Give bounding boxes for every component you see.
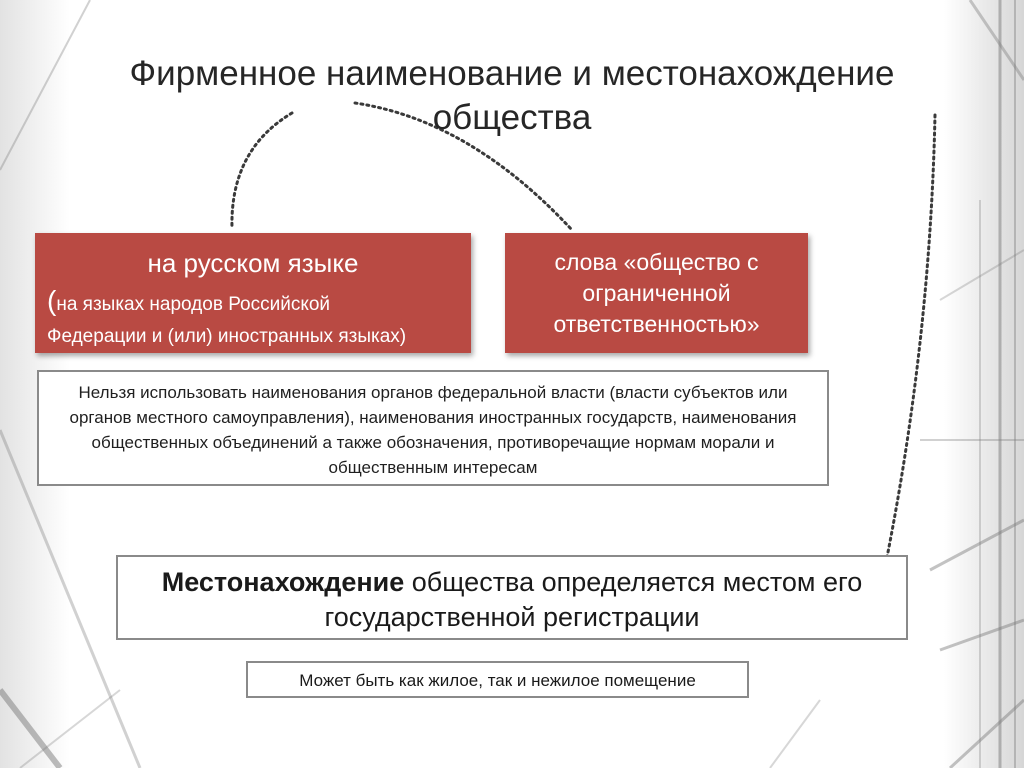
llc-words-text: слова «общество с ограниченной ответственностью» bbox=[553, 249, 760, 337]
russian-language-label: на русском языке bbox=[147, 248, 359, 278]
open-paren: ( bbox=[47, 285, 57, 316]
prohibition-box bbox=[37, 370, 829, 486]
title-line-2: общества bbox=[432, 98, 592, 137]
title-line-1: Фирменное наименование и местонахождение bbox=[129, 54, 895, 93]
slide-title bbox=[60, 52, 964, 140]
llc-words-box bbox=[505, 233, 808, 353]
other-languages-line-1: на языках народов Российской bbox=[56, 294, 331, 315]
premises-text: Может быть как жилое, так и нежилое помещение bbox=[299, 671, 696, 690]
other-languages-line-2: Федерации и (или) иностранных языках) bbox=[47, 326, 407, 347]
location-box bbox=[116, 555, 908, 640]
prohibition-text: Нельзя использовать наименования органов федеральной власти (власти субъектов или органов местного самоуправления), наименования иностранных государств, наименования общественных объединений а также обозначения, противоречащие нормам морали и общественным интересам bbox=[69, 383, 797, 477]
russian-language-box bbox=[35, 233, 471, 353]
connector-right bbox=[882, 115, 935, 582]
location-definition: общества определяется местом его государственной регистрации bbox=[324, 567, 863, 632]
location-term: Местонахождение bbox=[161, 567, 405, 597]
premises-box bbox=[246, 661, 749, 698]
other-languages-note bbox=[47, 285, 467, 353]
